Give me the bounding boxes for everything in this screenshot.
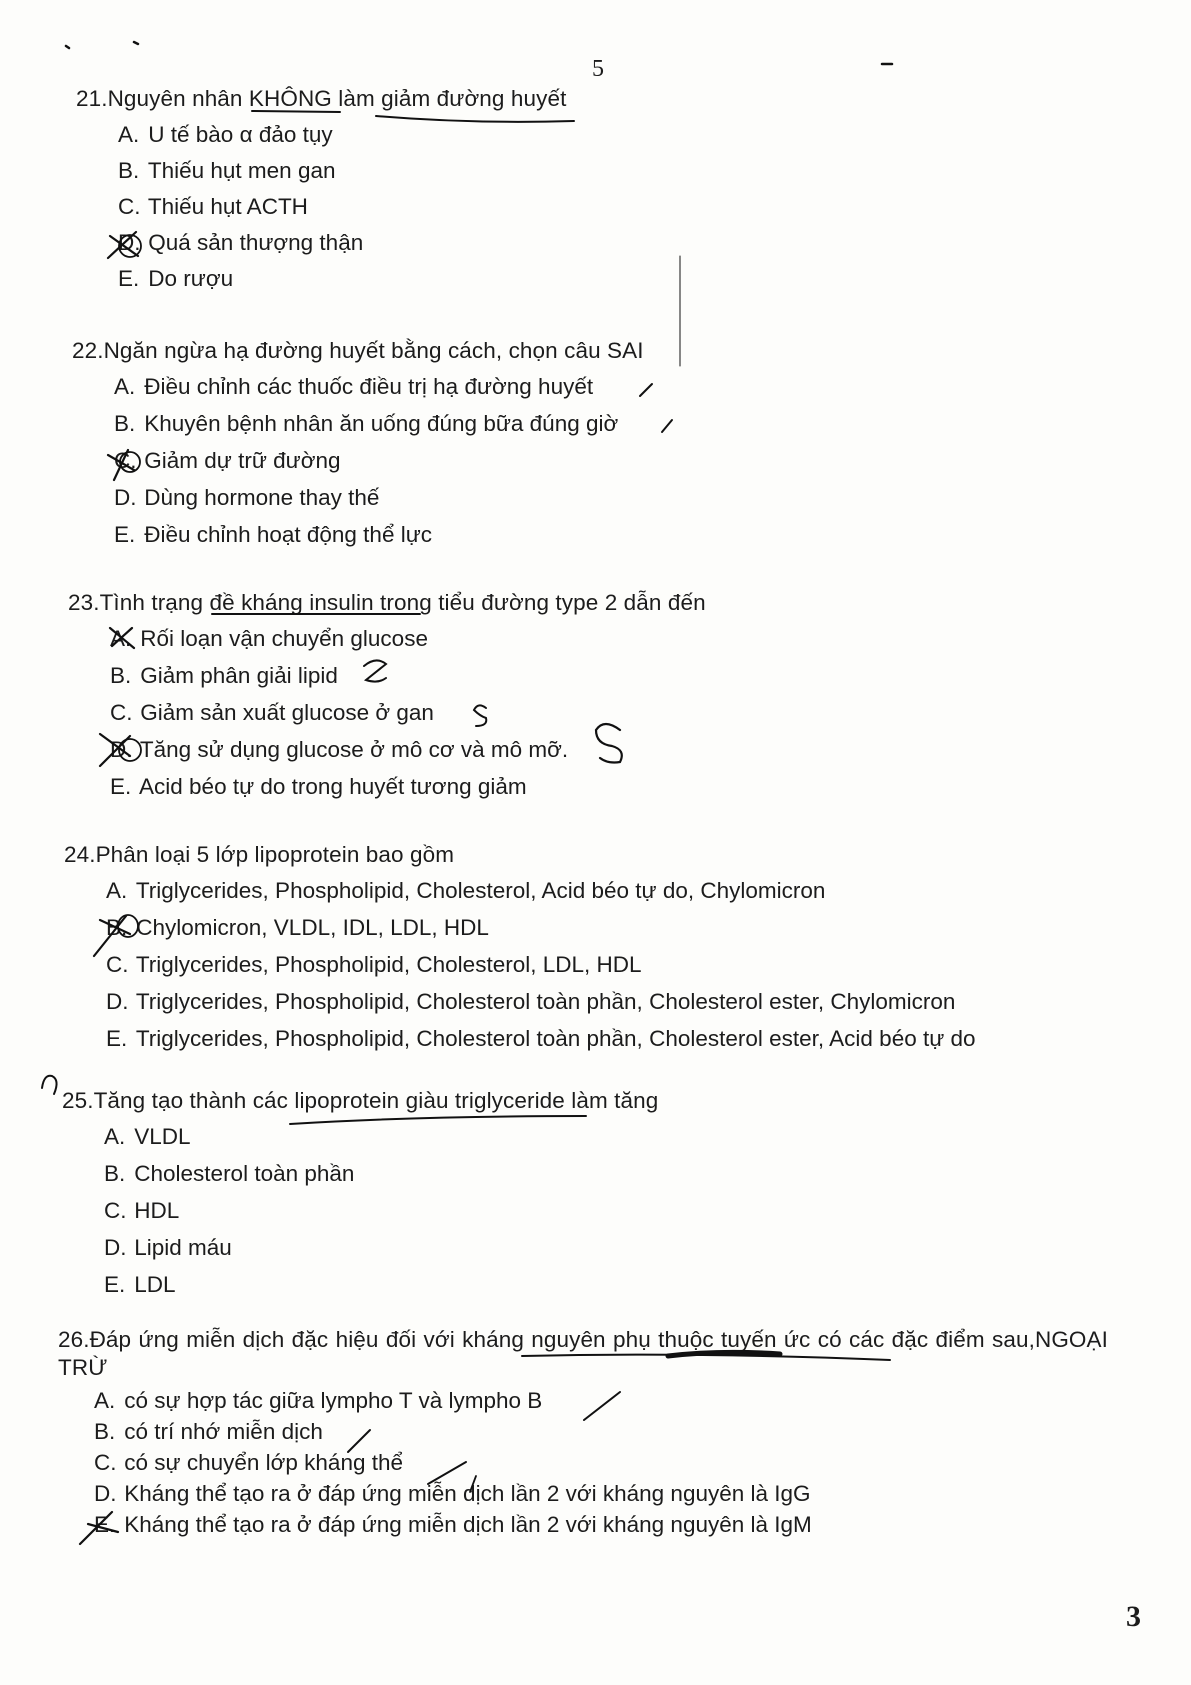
s-mark <box>364 660 386 681</box>
option-text: Triglycerides, Phospholipid, Cholesterol, Acid béo tự do, Chylomicron <box>135 878 826 903</box>
option-26-b <box>94 1419 323 1445</box>
option-21-a <box>118 122 333 148</box>
s-mark <box>474 705 486 726</box>
option-21-c <box>118 194 308 220</box>
option-letter: C. <box>114 448 137 473</box>
option-22-c <box>114 448 341 474</box>
option-text: Cholesterol toàn phần <box>134 1161 355 1186</box>
option-text: Điều chỉnh hoạt động thể lực <box>144 522 433 547</box>
option-text: có trí nhớ miễn dịch <box>124 1419 323 1444</box>
option-letter: B. <box>118 158 140 183</box>
option-text: Triglycerides, Phospholipid, Cholesterol toàn phần, Cholesterol ester, Acid béo tự do <box>135 1026 976 1051</box>
option-text: Rối loạn vận chuyển glucose <box>140 626 428 651</box>
question-25 <box>62 1088 658 1114</box>
option-23-c <box>110 700 434 726</box>
option-letter: A. <box>118 122 140 147</box>
scan-speck <box>134 42 138 44</box>
option-text: Điều chỉnh các thuốc điều trị hạ đường huyết <box>144 374 594 399</box>
option-23-b <box>110 663 338 689</box>
option-letter: A. <box>106 878 128 903</box>
option-text: LDL <box>134 1272 176 1297</box>
question-21 <box>76 86 566 112</box>
question-24 <box>64 842 454 868</box>
option-26-a <box>94 1388 542 1414</box>
check-mark <box>348 1430 370 1452</box>
option-letter: B. <box>106 915 128 940</box>
option-letter: D. <box>104 1235 127 1260</box>
option-25-b <box>104 1161 354 1187</box>
check-mark <box>584 1392 620 1420</box>
option-letter: D. <box>94 1481 117 1506</box>
option-text: Tăng sử dụng glucose ở mô cơ và mô mỡ. <box>139 737 569 762</box>
option-25-e <box>104 1272 176 1298</box>
option-letter: A. <box>110 626 132 651</box>
option-text: Chylomicron, VLDL, IDL, LDL, HDL <box>136 915 489 940</box>
option-letter: D. <box>114 485 137 510</box>
corner-page-mark: 3 <box>1126 1600 1141 1633</box>
option-24-d <box>106 989 955 1015</box>
option-letter: A. <box>94 1388 116 1413</box>
question-stem: 26.Đáp ứng miễn dịch đặc hiệu đối với kháng nguyên phụ thuộc tuyến ức có các đặc điểm sau,NGOẠI TRỪ <box>58 1327 1108 1380</box>
option-22-d <box>114 485 379 511</box>
option-text: U tế bào α đảo tụy <box>148 122 333 147</box>
option-letter: E. <box>94 1512 116 1537</box>
option-letter: E. <box>110 774 132 799</box>
option-25-c <box>104 1198 179 1224</box>
option-letter: B. <box>104 1161 126 1186</box>
question-stem: 23.Tình trạng đề kháng insulin trong tiểu đường type 2 dẫn đến <box>68 590 706 615</box>
option-letter: C. <box>110 700 133 725</box>
option-text: có sự chuyển lớp kháng thể <box>124 1450 403 1475</box>
option-text: HDL <box>134 1198 180 1223</box>
option-text: có sự hợp tác giữa lympho T và lympho B <box>124 1388 543 1413</box>
option-letter: D. <box>118 230 141 255</box>
option-letter: C. <box>104 1198 127 1223</box>
option-26-c <box>94 1450 403 1476</box>
option-21-e <box>118 266 233 292</box>
question-mark <box>42 1076 57 1094</box>
option-letter: C. <box>118 194 141 219</box>
question-23 <box>68 590 706 616</box>
question-22 <box>72 338 644 364</box>
option-24-b <box>106 915 489 941</box>
option-24-e <box>106 1026 976 1052</box>
question-stem: 22.Ngăn ngừa hạ đường huyết bằng cách, chọn câu SAI <box>72 338 644 363</box>
option-text: Kháng thể tạo ra ở đáp ứng miễn dịch lần 2 với kháng nguyên là IgM <box>124 1512 812 1537</box>
option-text: Do rượu <box>148 266 234 291</box>
option-text: Acid béo tự do trong huyết tương giảm <box>139 774 527 799</box>
option-letter: C. <box>106 952 129 977</box>
option-23-a <box>110 626 428 652</box>
question-stem: 24.Phân loại 5 lớp lipoprotein bao gồm <box>64 842 455 867</box>
underline-mark <box>376 116 574 122</box>
option-text: Thiếu hụt ACTH <box>147 194 308 219</box>
option-text: Triglycerides, Phospholipid, Cholesterol, LDL, HDL <box>135 952 642 977</box>
scan-speck <box>66 46 69 48</box>
option-text: Thiếu hụt men gan <box>147 158 336 183</box>
check-mark <box>640 384 652 396</box>
option-22-b <box>114 411 618 437</box>
option-letter: E. <box>114 522 136 547</box>
option-25-a <box>104 1124 191 1150</box>
option-letter: B. <box>114 411 136 436</box>
option-text: Giảm phân giải lipid <box>140 663 338 688</box>
option-letter: D. <box>106 989 129 1014</box>
question-stem: 25.Tăng tạo thành các lipoprotein giàu triglyceride làm tăng <box>62 1088 659 1113</box>
option-26-e <box>94 1512 812 1538</box>
option-letter: C. <box>94 1450 117 1475</box>
option-text: Khuyên bệnh nhân ăn uống đúng bữa đúng giờ <box>144 411 619 436</box>
option-text: Quá sản thượng thận <box>148 230 364 255</box>
option-24-a <box>106 878 825 904</box>
option-letter: A. <box>104 1124 126 1149</box>
check-mark <box>662 420 672 432</box>
option-letter: A. <box>114 374 136 399</box>
option-text: Lipid máu <box>134 1235 232 1260</box>
question-26 <box>58 1326 1108 1382</box>
underline-mark <box>290 1116 586 1124</box>
option-22-a <box>114 374 593 400</box>
option-letter: D. <box>110 737 133 762</box>
option-text: Giảm sản xuất glucose ở gan <box>140 700 434 725</box>
option-text: Kháng thể tạo ra ở đáp ứng miễn dịch lần 2 với kháng nguyên là IgG <box>124 1481 811 1506</box>
option-text: VLDL <box>134 1124 191 1149</box>
question-stem: 21.Nguyên nhân KHÔNG làm giảm đường huyết <box>76 86 567 111</box>
option-text: Giảm dự trữ đường <box>144 448 341 473</box>
option-21-b <box>118 158 335 184</box>
option-letter: B. <box>110 663 132 688</box>
option-23-d <box>110 737 568 763</box>
option-24-c <box>106 952 642 978</box>
option-23-e <box>110 774 527 800</box>
option-text: Triglycerides, Phospholipid, Cholesterol toàn phần, Cholesterol ester, Chylomicron <box>135 989 956 1014</box>
page-number: 5 <box>592 56 604 82</box>
option-25-d <box>104 1235 232 1261</box>
option-21-d <box>118 230 363 256</box>
s-mark <box>596 724 622 763</box>
option-text: Dùng hormone thay thế <box>144 485 380 510</box>
option-letter: E. <box>104 1272 126 1297</box>
option-letter: E. <box>118 266 140 291</box>
option-26-d <box>94 1481 811 1507</box>
option-letter: B. <box>94 1419 116 1444</box>
option-letter: E. <box>106 1026 128 1051</box>
option-22-e <box>114 522 432 548</box>
